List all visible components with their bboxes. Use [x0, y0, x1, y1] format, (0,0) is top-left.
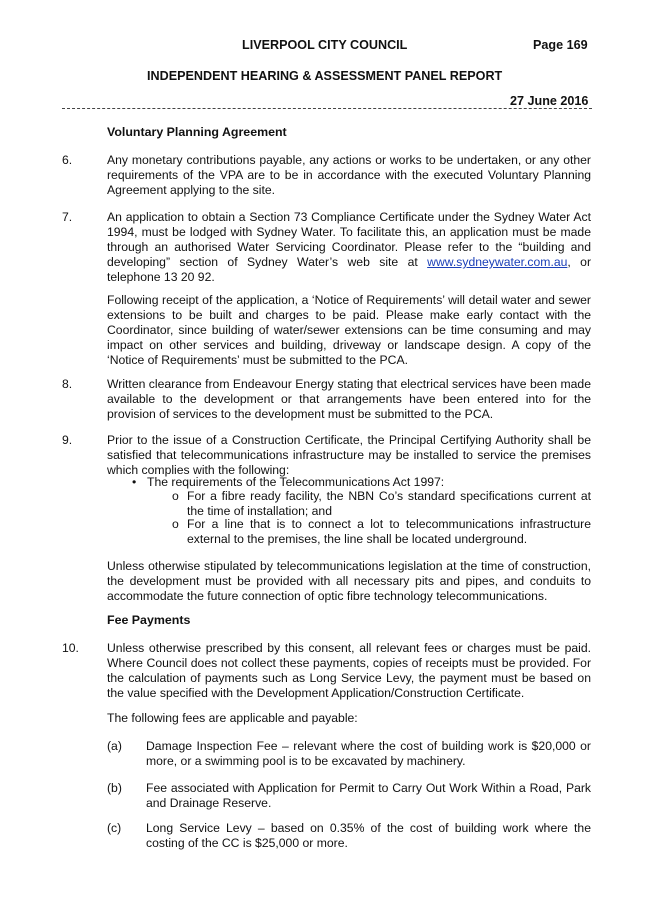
fees-intro: The following fees are applicable and payable:: [107, 711, 358, 725]
bullet-marker: •: [132, 475, 137, 489]
sydney-water-link[interactable]: www.sydneywater.com.au: [427, 255, 568, 269]
item-9-paragraph-2: Unless otherwise stipulated by telecommunications legislation at the time of construction, the development must be provided with all necessary pits and pipes, and conduits to accommodate the future connection of optic fibre technology telecommunications.: [107, 559, 591, 603]
header-divider: [62, 108, 592, 109]
item-number-6: 6.: [62, 153, 73, 167]
item-text-10: Unless otherwise prescribed by this consent, all relevant fees or charges must be paid. Where Council does not collect these payments, copies of receipts must be provided. For the calculation of payments such as Long Service Levy, the payment must be based on the value specified with the Development Application/Construction Certificate.: [107, 641, 591, 700]
fee-text-a: Damage Inspection Fee – relevant where the cost of building work is $20,000 or more, or a swimming pool is to be excavated by machinery.: [146, 739, 591, 768]
fee-label-c: (c): [107, 821, 122, 835]
fee-label-a: (a): [107, 739, 122, 753]
item-number-8: 8.: [62, 377, 73, 391]
item-text-8: Written clearance from Endeavour Energy stating that electrical services have been made available to the development or that arrangements have been entered into for the provision of services to the development must be submitted to the PCA.: [107, 377, 591, 421]
section-heading-vpa: Voluntary Planning Agreement: [107, 125, 287, 139]
item-number-7: 7.: [62, 210, 73, 224]
item-text-6: Any monetary contributions payable, any actions or works to be undertaken, or any other requirements of the VPA are to be in accordance with the executed Voluntary Planning Agreement applying to the site.: [107, 153, 591, 197]
report-date: 27 June 2016: [510, 94, 589, 108]
item-7-paragraph-2: Following receipt of the application, a ‘Notice of Requirements’ will detail water and sewer extensions to be built and charges to be paid. Please make early contact with the Coordinator, since building of water/sewer extensions can be time consuming and may impact on other services and building, driveway or landscape design. A copy of the ‘Notice of Requirements’ must be submitted to the PCA.: [107, 293, 591, 367]
section-heading-fees: Fee Payments: [107, 613, 191, 627]
sub-bullet-marker-1: o: [172, 489, 179, 503]
page-number: Page 169: [533, 38, 588, 52]
item-text-7-part2: , or telephone 13 20 92.: [107, 255, 592, 284]
item-text-9: Prior to the issue of a Construction Certificate, the Principal Certifying Authority shall be satisfied that telecommunications infrastructure may be installed to service the premises which complies with the following:: [107, 433, 591, 477]
item-text-7-part1: An application to obtain a Section 73 Compliance Certificate under the Sydney Water Act 1994, must be lodged with Sydney Water. To facilitate this, an application must be made through an authorised Water Servicing Coordinator. Please refer to the “building and developing” section of Sydney Water’s web site at: [107, 210, 591, 269]
fee-label-b: (b): [107, 781, 122, 795]
item-number-9: 9.: [62, 433, 73, 447]
item-number-10: 10.: [62, 641, 79, 655]
item-text-7: [107, 210, 591, 285]
sub-bullet-marker-2: o: [172, 517, 179, 531]
council-name: LIVERPOOL CITY COUNCIL: [242, 38, 408, 52]
sub-bullet-text-2: For a line that is to connect a lot to telecommunications infrastructure external to the premises, the line shall be located underground.: [187, 517, 591, 546]
fee-text-c: Long Service Levy – based on 0.35% of the cost of building work where the costing of the CC is $25,000 or more.: [146, 821, 591, 850]
report-title: INDEPENDENT HEARING & ASSESSMENT PANEL REPORT: [147, 69, 503, 83]
fee-text-b: Fee associated with Application for Permit to Carry Out Work Within a Road, Park and Drainage Reserve.: [146, 781, 591, 810]
sub-bullet-text-1: For a fibre ready facility, the NBN Co’s standard specifications current at the time of installation; and: [187, 489, 591, 518]
bullet-text: The requirements of the Telecommunications Act 1997:: [147, 475, 445, 489]
